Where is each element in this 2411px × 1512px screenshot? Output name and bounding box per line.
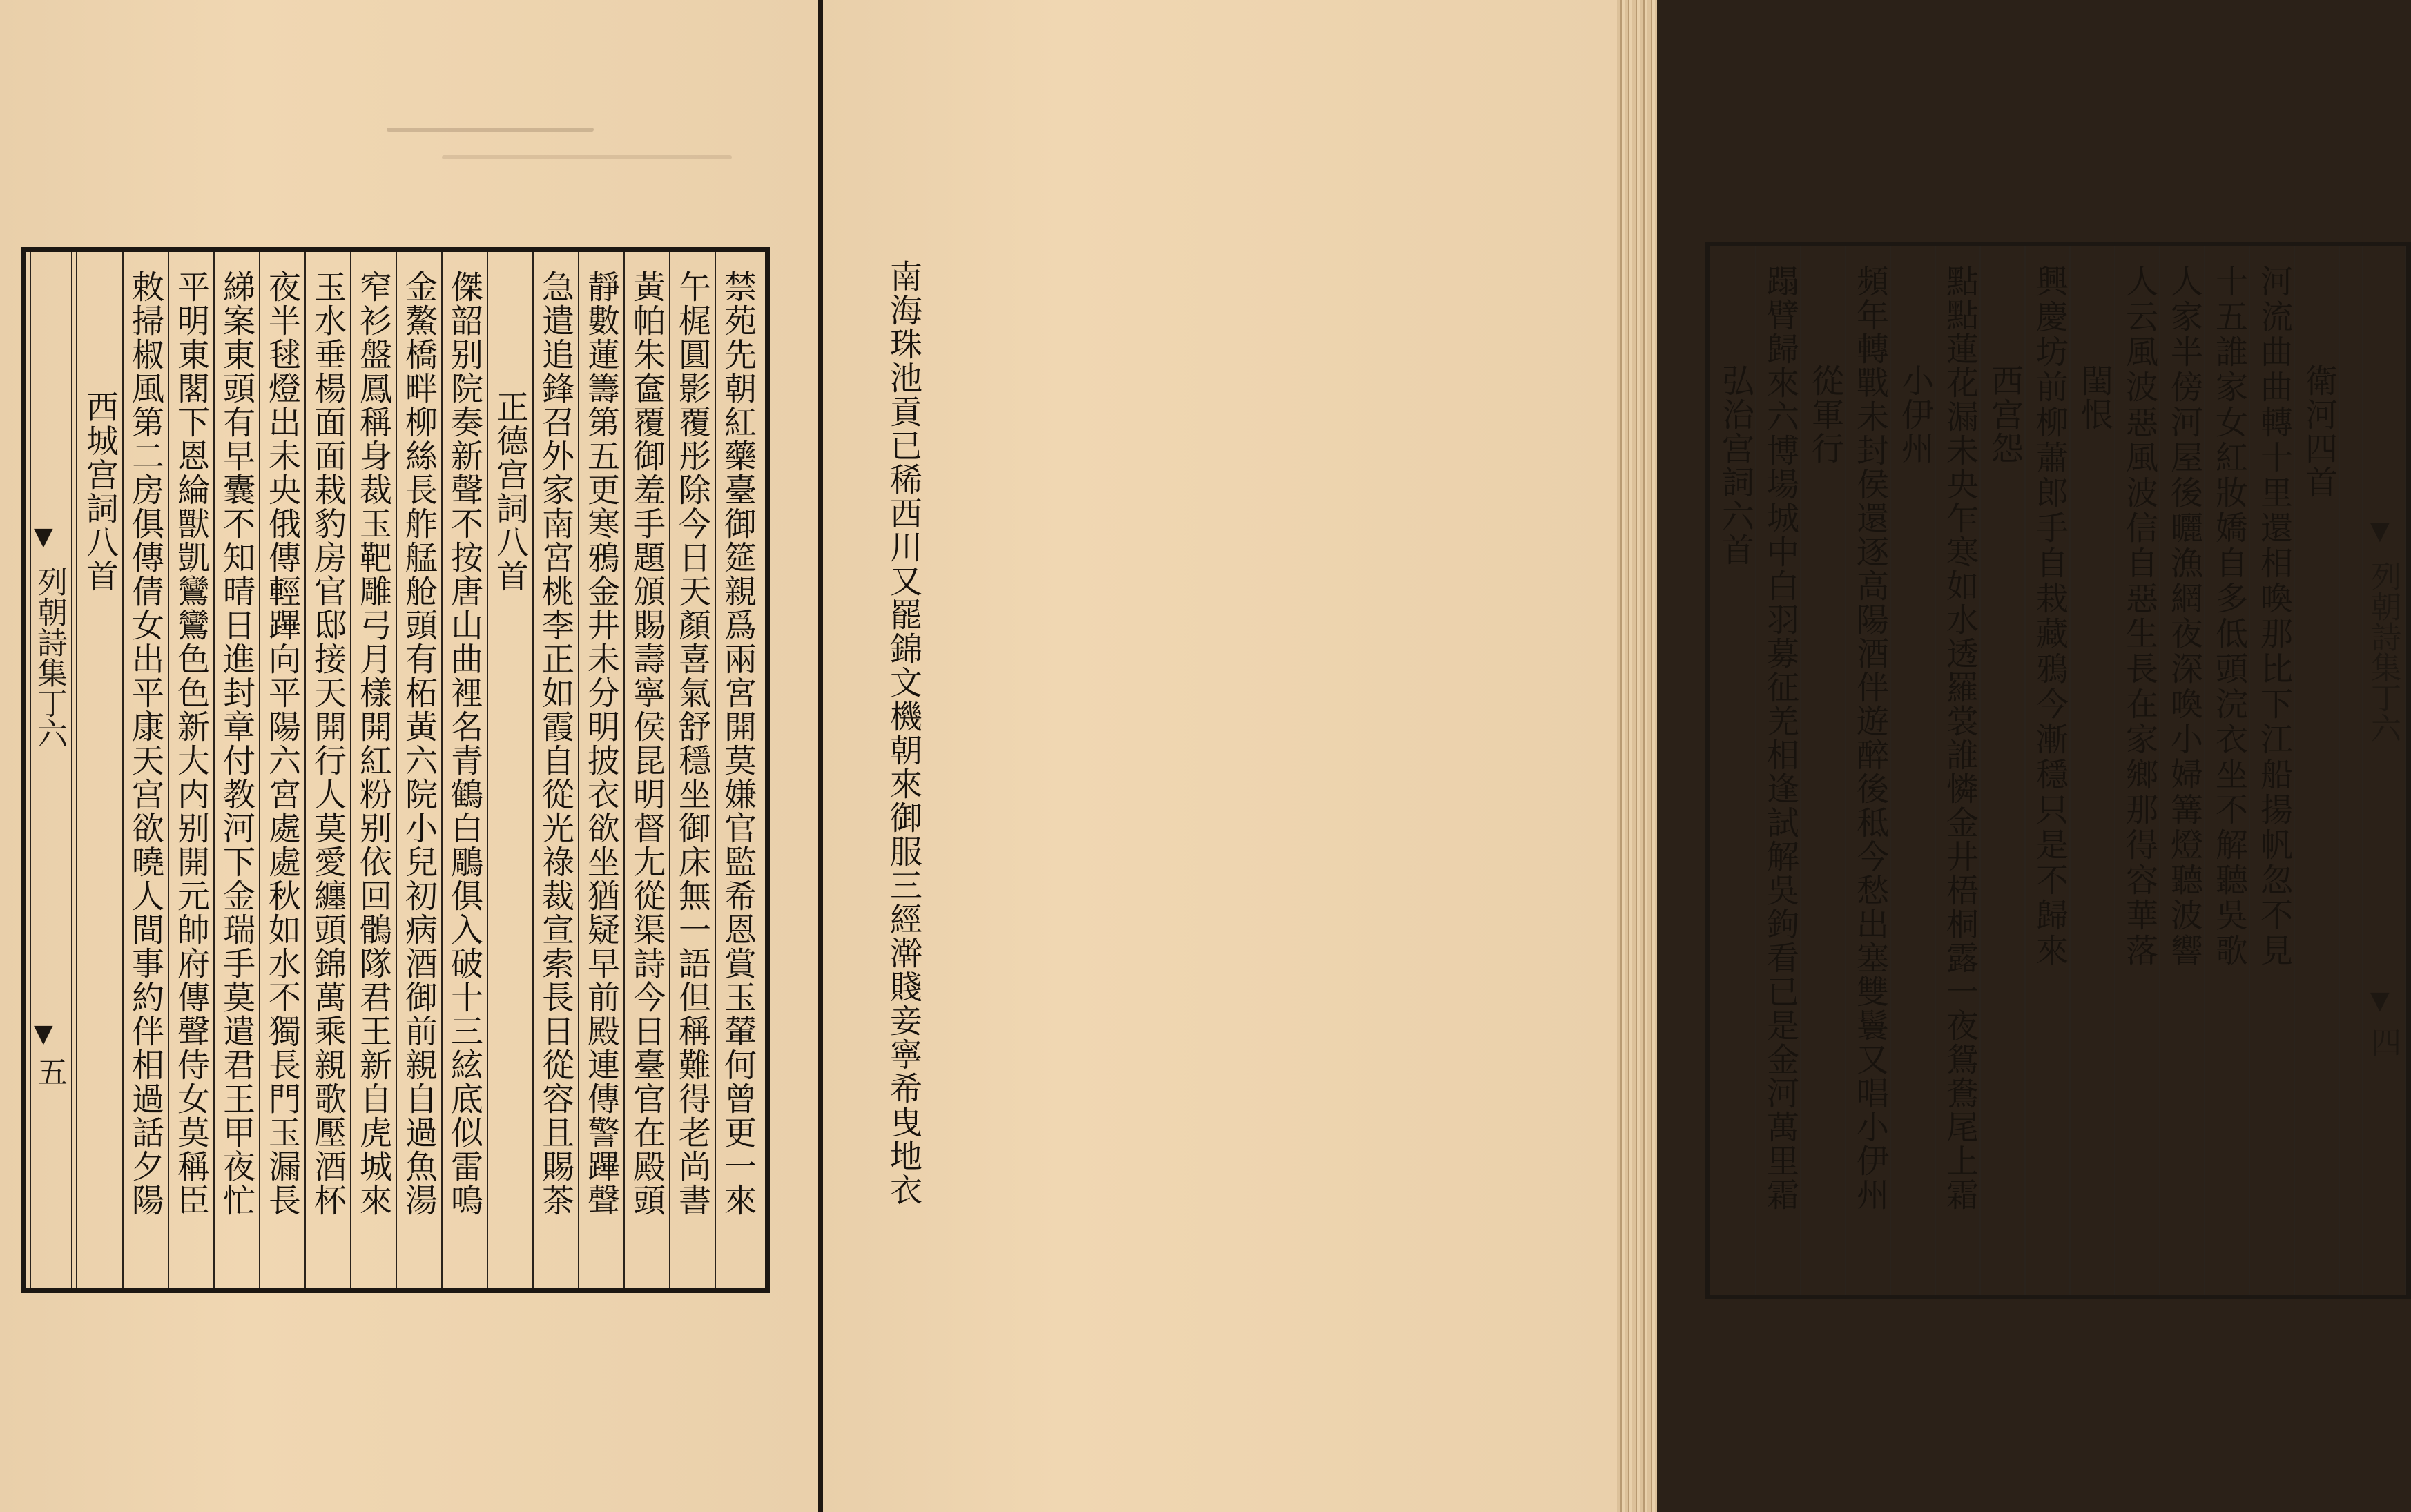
text-column-9: 點點蓮花漏未央乍寒如水透羅裳誰憐金井梧桐露一夜鴛鴦尾上霜 [1941,264,1979,1212]
fish-tail-mark-icon: ▼ [2370,987,2390,1015]
text-column-1: 禁苑先朝紅藥臺御筵親爲兩宮開莫嫌官監希恩賞玉輦何曾更一來 [719,270,757,1217]
section-heading-xigongyuan: 西宫怨 [1986,364,2024,465]
right-folio-number: 四 [2365,1027,2401,1057]
column-rule [2159,246,2160,1295]
section-heading-congjunxing: 從軍行 [1806,364,1844,465]
column-rule [259,252,260,1288]
text-column-3: 十五誰家女紅妝嬌自多低頭浣衣坐不解聽吳歌 [2210,264,2248,969]
text-column-4: 人家半傍河屋後曬漁網夜深喚小婦篝燈聽波響 [2165,264,2203,969]
text-column-8: 金鰲橋畔柳絲長舴艋舱頭有柘黃六院小兒初病酒御前親自過魚湯 [400,270,438,1217]
text-column-14: 敕掃椒風第二房俱傳倩女出平康天宫欲曉人間事約伴相過話夕陽 [126,270,164,1217]
column-rule [1800,246,1801,1295]
text-column-4: 靜數蓮籌第五更寒鴉金井未分明披衣欲坐猶疑早前殿連傳警蹕聲 [582,270,620,1217]
column-rule [2114,246,2115,1295]
column-rule [2339,246,2340,1295]
column-rule [2204,246,2205,1295]
column-rule [1979,246,1981,1295]
text-column-7: 傑韶别院奏新聲不按唐山曲裡名青鶴白鵰俱入破十三絃底似雷鳴 [445,270,483,1217]
right-folio-title: 列朝詩集丁六 [2365,561,2401,743]
text-column-10: 玉水垂楊面面栽豹房官邸接天開行人莫愛纏頭錦萬乘親歌壓酒杯 [309,270,347,1217]
text-column-13: 蹋臂歸來六博場城中白羽募征羌相逢試解吳鉤看已是金河萬里霜 [1761,264,1799,1212]
left-text-frame [21,247,770,1293]
section-heading-xiaoyizhou: 小伊州 [1896,364,1934,465]
left-folio-title: 列朝詩集丁六 [32,566,67,748]
page-edge-stack [1617,0,1657,1512]
column-rule [2069,246,2071,1295]
text-column-2: 午梶圓影覆彤除今日天顏喜氣舒穩坐御床無一語但稱難得老尚書 [673,270,711,1217]
right-text-frame [1705,242,2411,1299]
section-heading-xicheng: 西城宫詞八首 [81,390,119,593]
ink-smudge [442,155,732,159]
text-column-7: 興慶坊前柳蕭郎手自栽藏鴉今漸穩只是不歸來 [2031,264,2069,969]
column-rule [487,252,488,1288]
column-rule [669,252,670,1288]
section-heading-weihe: 衛河四首 [2300,364,2338,499]
column-rule [396,252,397,1288]
fish-tail-mark-icon: ▼ [34,1020,53,1048]
text-column-2: 河流曲曲轉十里還相喚那比下江船揚帆忽不見 [2255,264,2293,969]
column-rule [1845,246,1846,1295]
text-column-11: 夜半毬燈出未央俄傳輕蹕向平陽六宮處處秋如水不獨長門玉漏長 [263,270,301,1217]
column-rule [304,252,306,1288]
column-rule [532,252,534,1288]
column-rule [2249,246,2250,1295]
ink-smudge [387,128,594,132]
text-column-5: 急遣追鋒召外家南宮桃李正如霞自從光祿裁宣索長日從容且賜茶 [536,270,574,1217]
column-rule [2024,246,2026,1295]
column-rule [122,252,124,1288]
column-rule [623,252,625,1288]
text-column-9: 窄衫盤鳳稱身裁玉靶雕弓月樣開紅粉别依回鶻隊君王新自虎城來 [354,270,392,1217]
text-column-12: 綈案東頭有早囊不知晴日進封章付教河下金瑞手莫遣君王甲夜忙 [217,270,255,1217]
text-column-15: 南海珠池貢已稀西川又罷錦文機朝來御服三經澣賤妾寧希曳地衣 [884,260,922,1207]
column-rule [168,252,169,1288]
left-folio-number: 五 [32,1056,67,1087]
column-rule [441,252,443,1288]
text-column-3: 黃帕朱奩覆御羞手題頒賜壽寧侯昆明督尢從渠詩今日臺官在殿頭 [628,270,666,1217]
column-rule [578,252,579,1288]
right-folio-band [2362,246,2406,1295]
column-rule [715,252,716,1288]
column-rule [213,252,215,1288]
left-folio-band [30,252,72,1288]
text-column-11: 頻年轉戰未封侯還逐高陽酒伴遊醉後秪今愁出塞雙鬟又唱小伊州 [1851,264,1889,1212]
left-page [0,0,818,1512]
fish-tail-mark-icon: ▼ [34,523,53,551]
fish-tail-mark-icon: ▼ [2370,517,2390,545]
column-rule [76,252,77,1288]
section-heading-guihen: 閨恨 [2075,364,2113,432]
column-rule [1755,246,1756,1295]
text-column-13: 平明東閣下恩綸獸凱鸞鸞色色新大内别開元帥府傳聲侍女莫稱臣 [172,270,210,1217]
column-rule [350,252,351,1288]
section-heading-hongzhi: 弘治宫詞六首 [1716,364,1754,567]
section-heading-zhengde: 正德宫詞八首 [491,390,529,593]
column-rule [2294,246,2295,1295]
column-rule [1890,246,1891,1295]
right-page [823,0,2401,1512]
column-rule [1935,246,1936,1295]
text-column-5: 人云風波惡風波信自惡生長在家鄉那得容華落 [2120,264,2158,969]
